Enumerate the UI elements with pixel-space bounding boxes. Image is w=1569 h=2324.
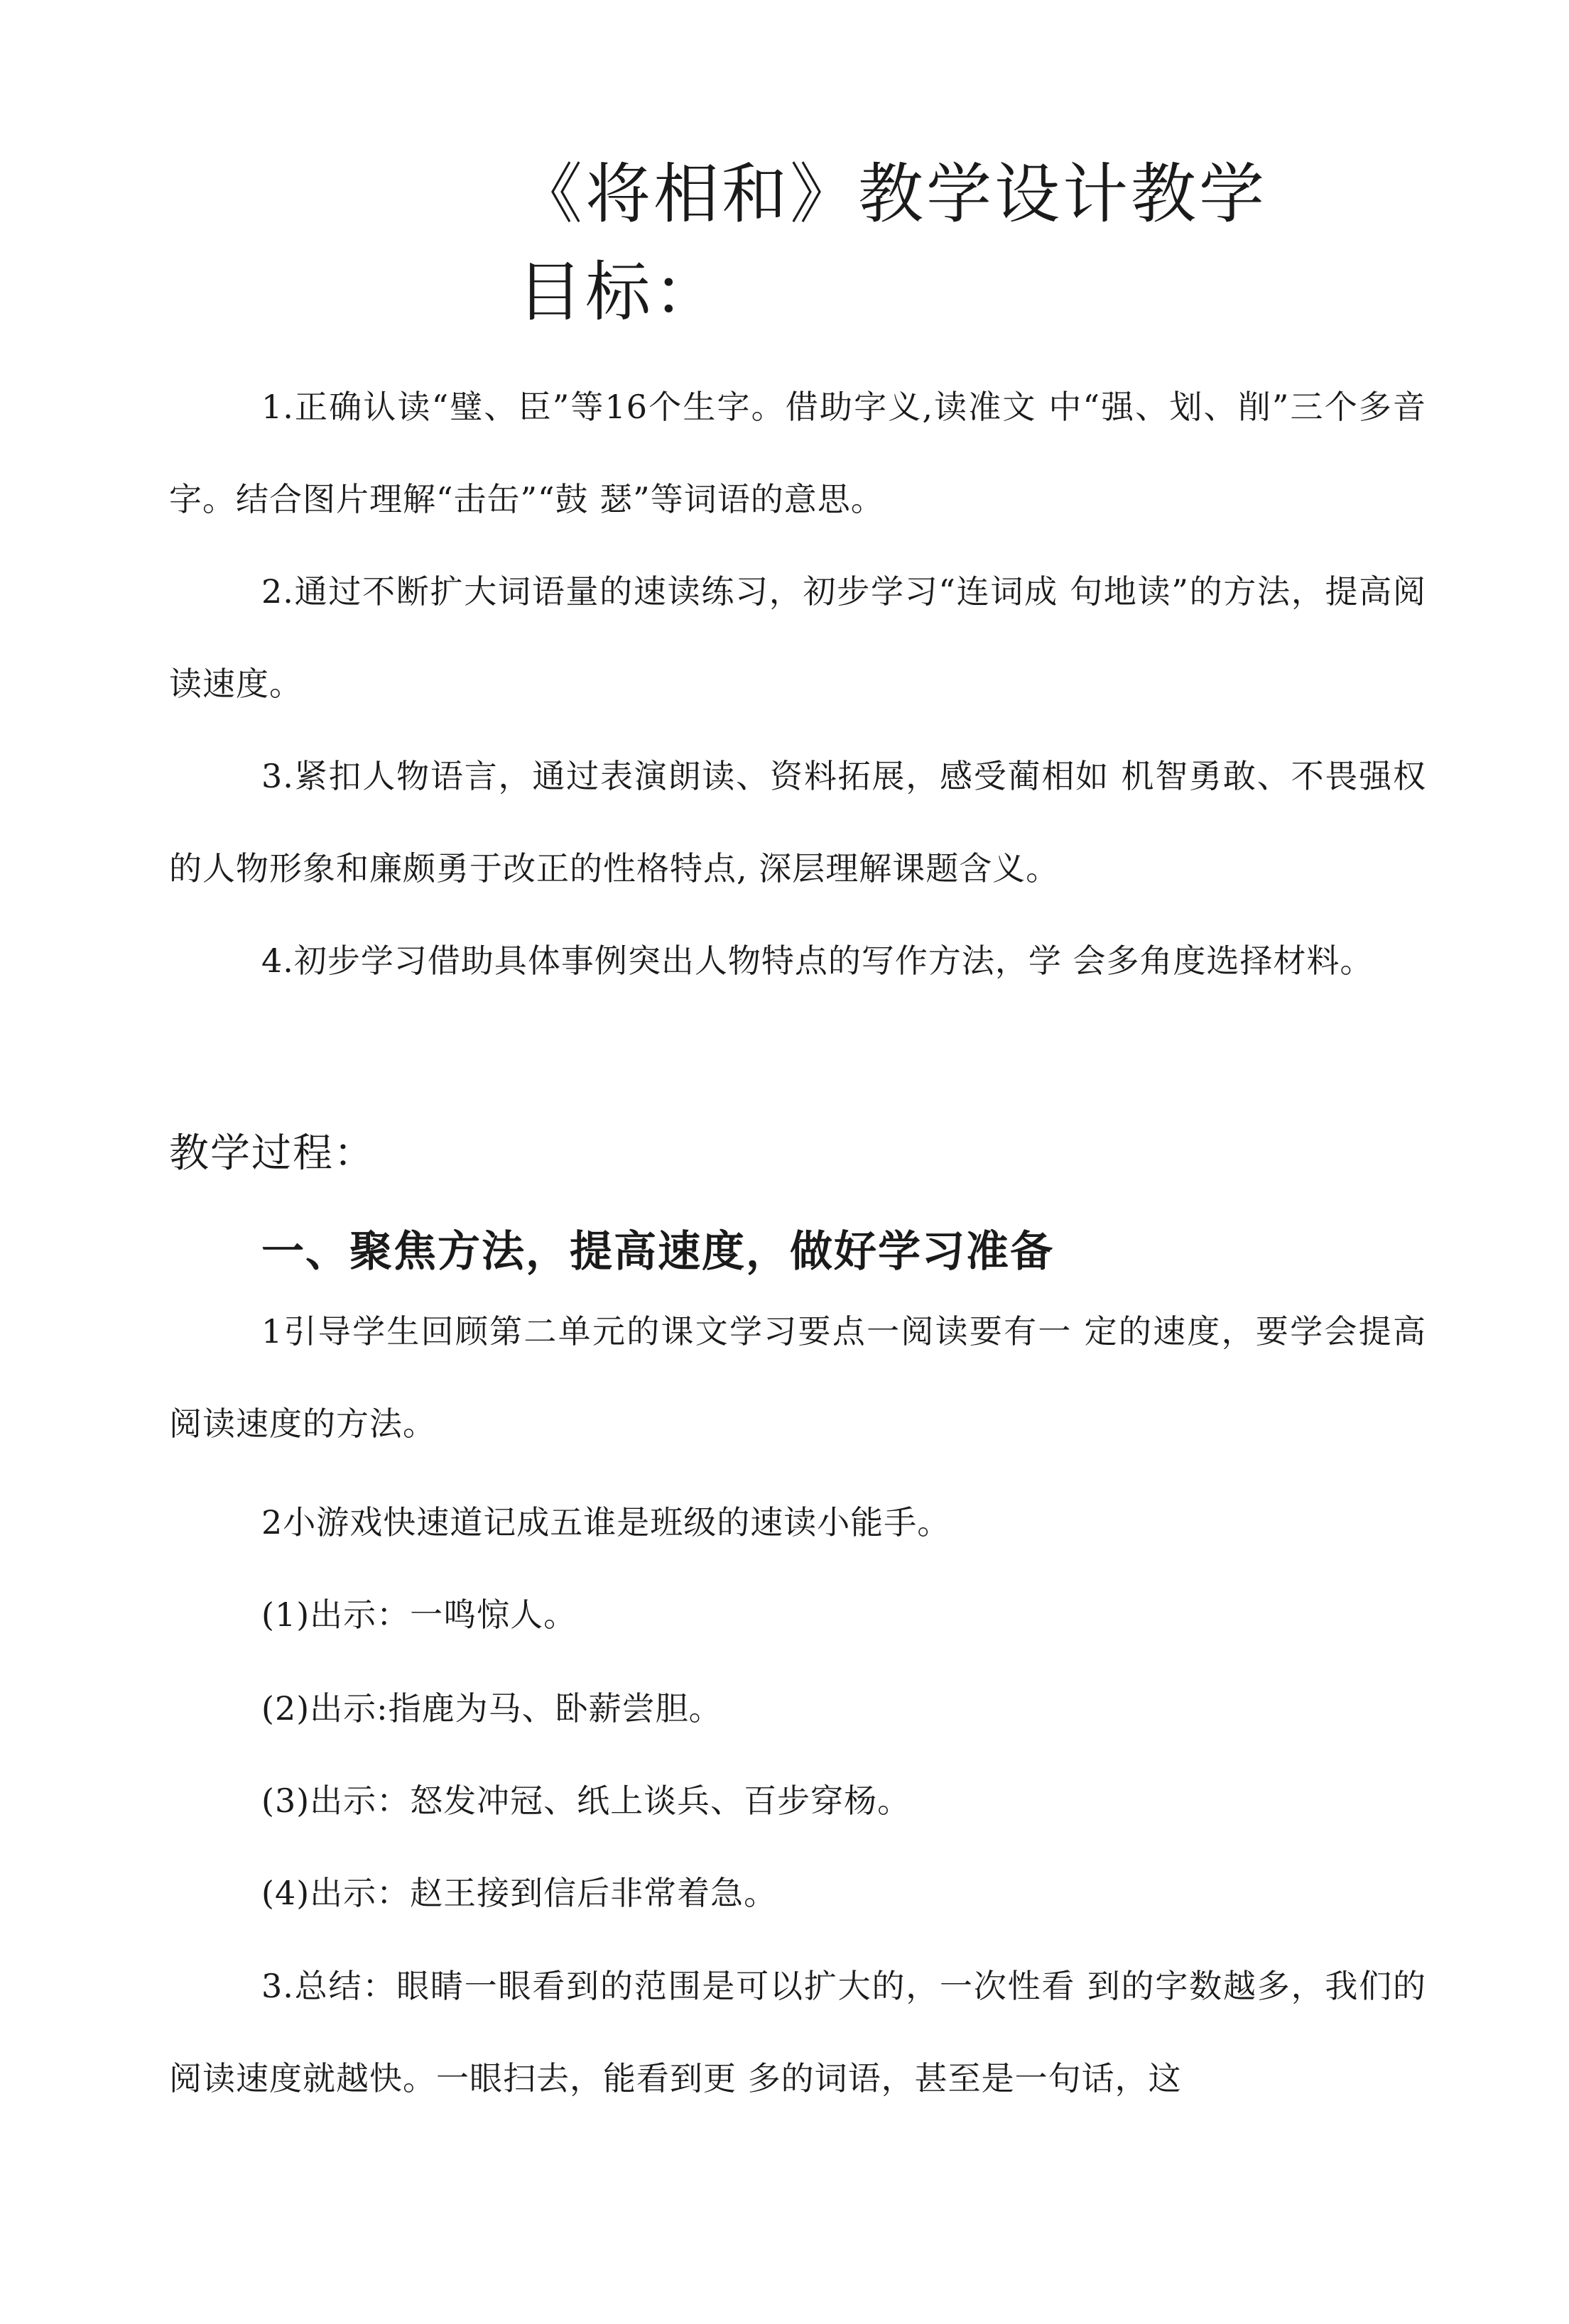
section-one-heading: 一、聚焦方法，提高速度，做好学习准备 xyxy=(261,1227,1054,1277)
objective-4: 4.初步学习借助具体事例突出人物特点的写作方法，学 会多角度选择材料。 xyxy=(261,942,1374,980)
show-item-2: (2)出示:指鹿为马、卧薪尝胆。 xyxy=(261,1689,722,1728)
process-heading: 教学过程： xyxy=(169,1130,375,1177)
objective-2: 2.通过不断扩大词语量的速读练习，初步学习“连词成 句地读”的方法，提高阅读速度。 xyxy=(169,572,1426,703)
step-three: 3.总结：眼睛一眼看到的范围是可以扩大的，一次性看 到的字数越多，我们的阅读速度就越快。一眼扫去，能看到更 多的词语，甚至是一句话，这 xyxy=(169,1967,1426,2097)
show-item-1: (1)出示：一鸣惊人。 xyxy=(261,1595,577,1634)
objective-1: 1.正确认读“璧、臣”等16个生字。借助字义,读准文 中“强、划、削”三个多音字。结合图片理解“击缶”“鼓 瑟”等词语的意思。 xyxy=(169,388,1426,518)
show-item-3: (3)出示：怒发冲冠、纸上谈兵、百步穿杨。 xyxy=(261,1782,911,1820)
step-two: 2小游戏快速道记成五谁是班级的速读小能手。 xyxy=(261,1503,951,1542)
objective-3: 3.紧扣人物语言，通过表演朗读、资料拓展，感受蔺相如 机智勇敢、不畏强权的人物形象和廉颇勇于改正的性格特点, 深层理解课题含义。 xyxy=(169,757,1426,888)
page-title: 《将相和》教学设计教学目标： xyxy=(517,156,1268,330)
step-one: 1引导学生回顾第二单元的课文学习要点一阅读要有一 定的速度，要学会提高阅读速度的方法。 xyxy=(169,1312,1426,1443)
show-item-4: (4)出示：赵王接到信后非常着急。 xyxy=(261,1874,778,1912)
